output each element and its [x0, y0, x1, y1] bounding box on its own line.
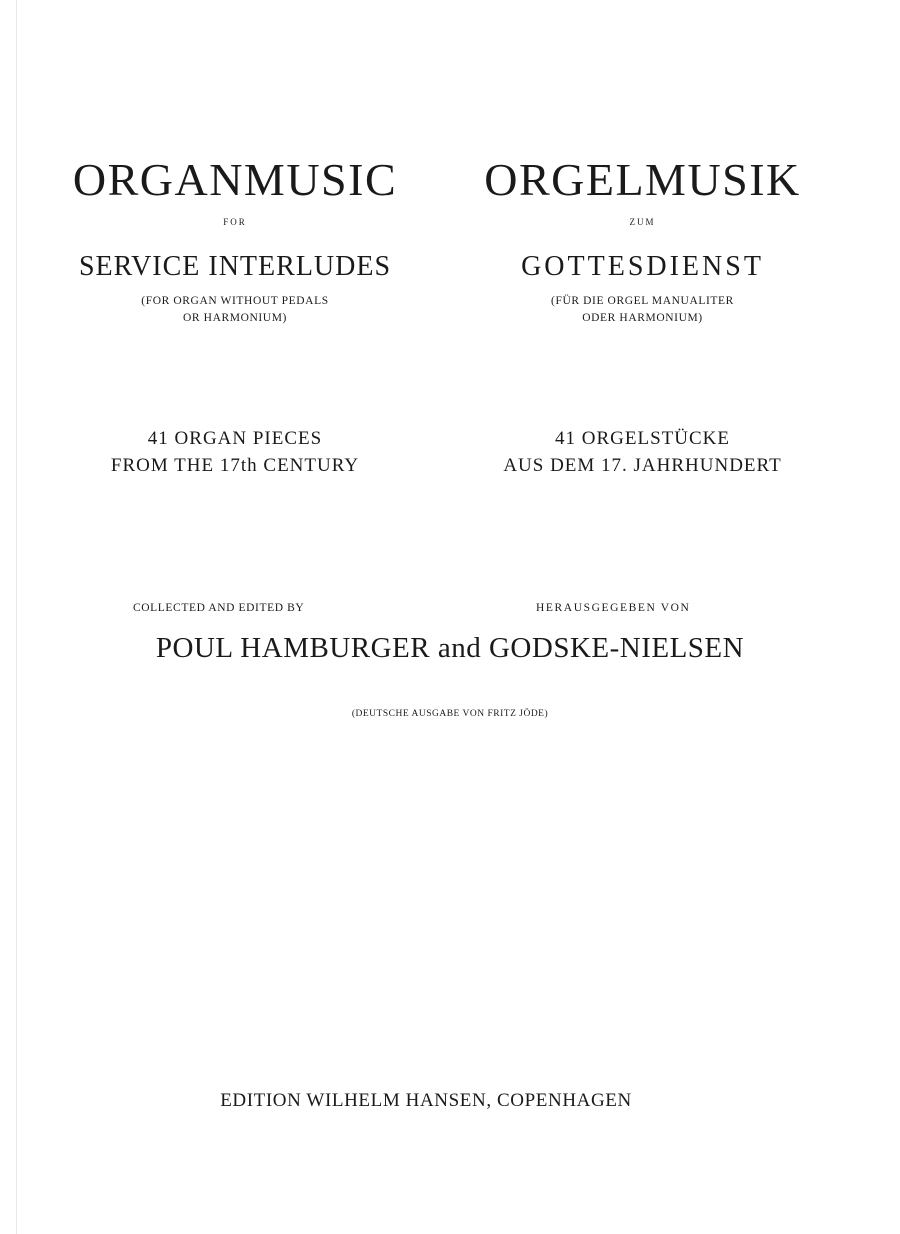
english-column	[40, 0, 430, 560]
german-title: ORGELMUSIK	[484, 154, 801, 205]
german-pieces-line-1: 41 ORGELSTÜCKE	[555, 428, 730, 449]
english-note-line-2: OR HARMONIUM)	[183, 312, 287, 324]
german-edited-label: HERAUSGEGEBEN VON	[536, 602, 691, 614]
editor-conjunction: and	[437, 632, 482, 664]
german-subtitle: GOTTESDIENST	[521, 251, 764, 282]
german-connector: zum	[629, 213, 656, 228]
german-column	[455, 0, 830, 560]
english-subtitle: SERVICE INTERLUDES	[78, 251, 392, 282]
german-note-line-2: ODER HARMONIUM)	[582, 312, 703, 324]
editor-name-1: POUL HAMBURGER	[155, 632, 431, 664]
german-pieces-line-2: AUS DEM 17. JAHRHUNDERT	[503, 455, 782, 476]
german-pieces-description	[455, 425, 830, 479]
english-pieces-line-1: 41 ORGAN PIECES	[147, 428, 323, 449]
page-edge	[16, 0, 17, 1234]
german-note-line-1: (FÜR DIE ORGEL MANUALITER	[551, 295, 734, 307]
english-instrument-note	[40, 293, 430, 327]
editor-name-2: GODSKE-NIELSEN	[488, 632, 745, 664]
publisher-imprint: EDITION WILHELM HANSEN, COPENHAGEN	[220, 1090, 632, 1111]
english-connector: for	[223, 213, 247, 228]
german-edition-note: (DEUTSCHE AUSGABE VON FRITZ JÖDE)	[351, 709, 549, 719]
english-note-line-1: (FOR ORGAN WITHOUT PEDALS	[141, 295, 329, 307]
english-edited-label: COLLECTED AND EDITED BY	[133, 602, 305, 614]
german-instrument-note	[455, 293, 830, 327]
english-pieces-description	[40, 425, 430, 479]
english-pieces-line-2: FROM THE 17th CENTURY	[110, 455, 360, 476]
editors-names	[0, 629, 900, 667]
english-title: ORGANMUSIC	[72, 154, 398, 205]
